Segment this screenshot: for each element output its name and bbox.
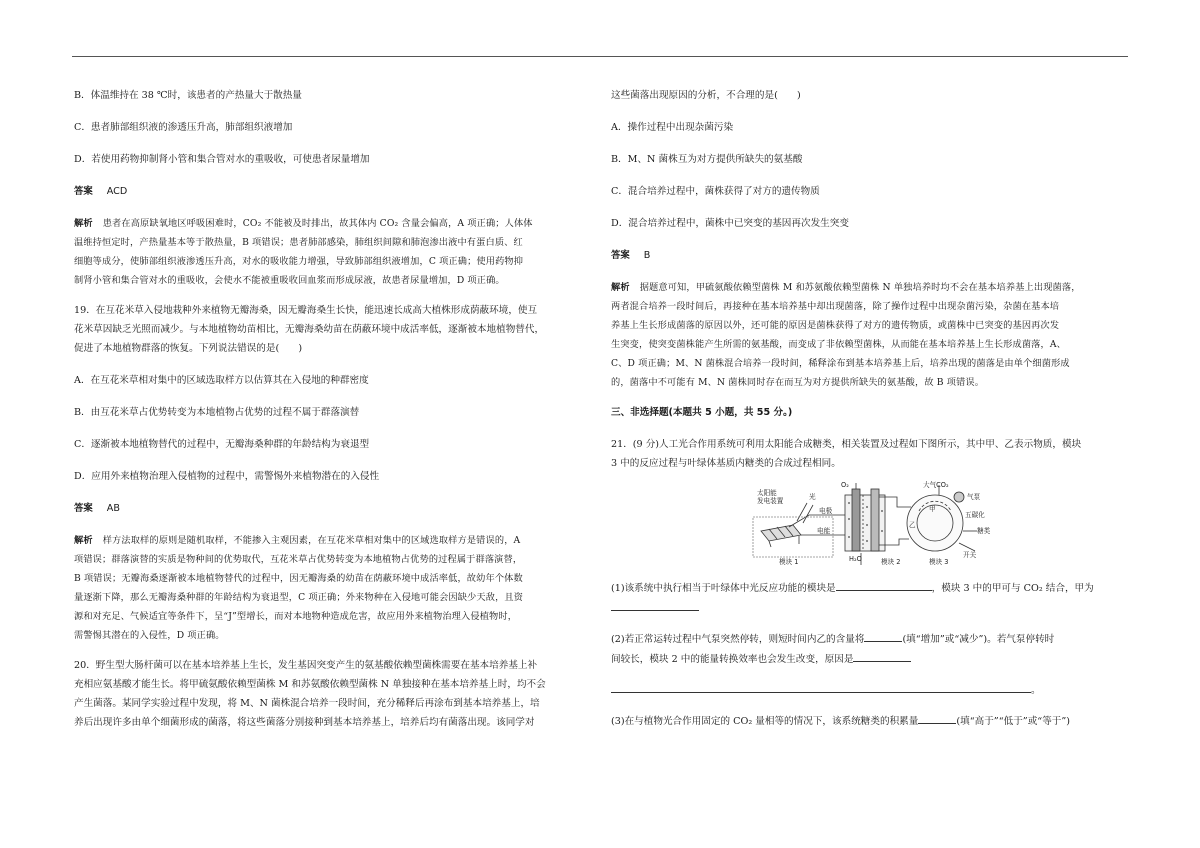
q19-option-c: C．逐渐被本地植物替代的过程中，无瓣海桑种群的年龄结构为衰退型	[74, 439, 370, 450]
q21-sub2-line3	[611, 680, 1133, 700]
label-solar-power: 太阳能	[757, 489, 777, 497]
left-column	[74, 86, 588, 732]
q20-option-d: D．混合培养过程中，菌株中已突变的基因再次发生突变	[611, 218, 849, 229]
expl-line: 源和对充足、气候适宜等条件下，呈“J”型增长，而对本地物种造成危害，故应用外来植物治理入侵植物时，	[74, 611, 518, 622]
answer-label: 答案	[74, 186, 93, 197]
q21-sub2-line2	[611, 649, 1133, 669]
label-o2: O₂	[841, 481, 849, 489]
q20-option-a: A．操作过程中出现杂菌污染	[611, 122, 734, 133]
label-h2o: H₂O	[849, 555, 862, 563]
answer-value: ACD	[106, 186, 128, 197]
q19-option-a: A．在互花米草相对集中的区域选取样方以估算其在入侵地的种群密度	[74, 375, 369, 386]
solar-panel-shape	[761, 525, 801, 541]
q21-sub1-line2	[611, 598, 1133, 618]
expl-line: 的，菌落中不可能有 M、N 菌株同时存在而互为对方提供所缺失的氨基酸，故 B 项错误。	[611, 377, 985, 388]
q19-option-b: B．由互花米草占优势转变为本地植物占优势的过程不属于群落演替	[74, 407, 360, 418]
expl-line: B 项错误；无瓣海桑逐渐被本地植物替代的过程中，因无瓣海桑的幼苗在荫蔽环境中成活率低，故幼年个体数	[74, 573, 523, 584]
explanation-label: 解析	[74, 535, 93, 546]
stem-line: 促进了本地植物群落的恢复。下列说法错误的是( )	[74, 343, 303, 354]
sub3-blank-1[interactable]	[918, 711, 956, 724]
sub2-text-a: (2)若正常运转过程中气泵突然停转，则短时间内乙的含量将	[611, 634, 865, 645]
stem-line: 花米草因缺乏光照而减少。与本地植物幼苗相比，无瓣海桑幼苗在荫蔽环境中成活率低，逐渐被本地植物替代，	[74, 324, 545, 335]
sub2-text-c: 间较长，模块 2 中的能量转换效率也会发生改变，原因是	[611, 654, 854, 665]
expl-line: 两者混合培养一段时间后，再接种在基本培养基中却出现菌落，除了操作过程中出现杂菌污染，杂菌在基本培	[611, 301, 1060, 312]
q19-explanation	[74, 531, 588, 645]
q20-explanation	[611, 278, 1133, 392]
section-heading: 三、非选择题(本题共 5 小题，共 55 分。)	[611, 407, 793, 418]
q21-sub2	[611, 629, 1133, 649]
label-atm-co2: 大气CO₂	[923, 481, 949, 489]
figure-drawing	[749, 481, 999, 567]
artificial-photosynthesis-figure	[749, 481, 999, 567]
sub2-text-b: (填“增加”或“减少”)。若气泵停转时	[902, 634, 1055, 645]
explanation-label: 解析	[74, 218, 93, 229]
q18-option-d: D．若使用药物抑制肾小管和集合管对水的重吸收，可使患者尿量增加	[74, 154, 370, 165]
sub2-blank-1[interactable]	[864, 629, 902, 642]
stem-line: 21．(9 分)人工光合作用系统可利用太阳能合成糖类，相关装置及过程如下图所示，其中甲、乙表示物质，模块	[611, 439, 1082, 450]
q20-stem-continued: 这些菌落出现原因的分析，不合理的是( )	[611, 90, 801, 101]
expl-line: 患者在高原缺氧地区呼吸困难时，CO₂ 不能被及时排出，故其体内 CO₂ 含量会偏高，A 项正确；人体体	[102, 218, 533, 229]
expl-line: 需警惕其潜在的入侵性，D 项正确。	[74, 630, 225, 641]
expl-line: 细胞等成分，使肺部组织液渗透压升高，对水的吸收能力增强，导致肺部组织液增加，C 项正确；使用药物抑	[74, 256, 524, 267]
expl-line: 养基上生长形成菌落的原因以外，还可能的原因是菌株获得了对方的遗传物质，或菌株中已突变的基因再次发	[611, 320, 1060, 331]
sub1-blank-2[interactable]	[611, 598, 699, 611]
label-jia: 甲	[929, 505, 936, 513]
expl-line: 样方法取样的原则是随机取样，不能掺入主观因素，在互花米草相对集中的区域选取样方是错误的，A	[102, 535, 521, 546]
sub1-text-b: ，模块 3 中的甲可与 CO₂ 结合，甲为	[931, 583, 1094, 594]
q20-option-b: B．M、N 菌株互为对方提供所缺失的氨基酸	[611, 154, 803, 165]
stem-line: 3 中的反应过程与叶绿体基质内糖类的合成过程相同。	[611, 458, 841, 469]
sub2-blank-2[interactable]	[853, 649, 911, 662]
stem-line: 产生菌落。某同学实验过程中发现，将 M、N 菌株混合培养一段时间，充分稀释后再涂布到基本培养基上，培	[74, 698, 540, 709]
q21-stem	[611, 435, 1133, 473]
expl-line: C、D 项正确；M、N 菌株混合培养一段时间，稀释涂布到基本培养基上后，培养出现的菌落是由单个细菌形成	[611, 358, 1070, 369]
expl-line: 制肾小管和集合管对水的重吸收，会使水不能被重吸收回血浆而形成尿液，故患者尿量增加，D 项正确。	[74, 275, 505, 286]
q18-option-b: B．体温维持在 38 ℃时，该患者的产热量大于散热量	[74, 90, 302, 101]
header-rule	[72, 56, 1128, 57]
stem-line: 充相应氨基酸才能生长。将甲硫氨酸依赖型菌株 M 和苏氨酸依赖型菌株 N 单独接种在基本培养基上时，均不会	[74, 679, 546, 690]
q19-answer	[74, 499, 588, 518]
label-solar-power-2: 发电装置	[757, 497, 784, 505]
label-yi: 乙	[909, 521, 916, 529]
label-gas-pump: 气泵	[967, 493, 981, 501]
q21-sub3	[611, 711, 1133, 731]
expl-line: 量逐渐下降，那么无瓣海桑种群的年龄结构为衰退型，C 项正确；外来物种在入侵地可能会因缺少天敌，且资	[74, 592, 524, 603]
q18-explanation	[74, 214, 588, 290]
expl-line: 项错误；群落演替的实质是物种间的优势取代，互花米草占优势转变为本地植物占优势的过程属于群落演替，	[74, 554, 523, 565]
sub1-blank-1[interactable]	[836, 578, 932, 591]
label-current: 电能	[817, 527, 831, 535]
expl-line: 温维持恒定时，产热量基本等于散热量，B 项错误；患者肺部感染，肺组织间隙和肺泡渗出液中有蛋白质、红	[74, 237, 523, 248]
answer-value: AB	[106, 503, 120, 514]
explanation-label: 解析	[611, 282, 630, 293]
q19-stem	[74, 301, 588, 358]
label-carbohydrate: 糖类	[977, 527, 991, 535]
right-column	[611, 86, 1133, 731]
sub3-text-b: (填“高于”“低于”或“等于”)	[956, 716, 1071, 727]
sub2-blank-3[interactable]	[611, 680, 1031, 693]
q20-answer	[611, 246, 1133, 265]
sub2-end: 。	[1031, 685, 1041, 696]
expl-line: 生突变，使突变菌株能产生所需的氨基酸，而变成了非依赖型菌株，从而能在基本培养基上生长形成菌落，A、	[611, 339, 1066, 350]
q20-stem	[74, 656, 588, 732]
expl-line: 据题意可知，甲硫氨酸依赖型菌株 M 和苏氨酸依赖型菌株 N 单独培养时均不会在基本培养基上出现菌落，	[639, 282, 1081, 293]
q18-answer	[74, 182, 588, 201]
label-five-c: 五碳化	[965, 511, 985, 519]
answer-label: 答案	[74, 503, 93, 514]
label-module-2: 模块 2	[881, 558, 901, 566]
answer-value: B	[643, 250, 651, 261]
q18-option-c: C．患者肺部组织液的渗透压升高，肺部组织液增加	[74, 122, 293, 133]
q20-option-c: C．混合培养过程中，菌株获得了对方的遗传物质	[611, 186, 820, 197]
stem-line: 20．野生型大肠杆菌可以在基本培养基上生长，发生基因突变产生的氨基酸依赖型菌株需要在基本培养基上补	[74, 660, 538, 671]
label-light: 光	[809, 493, 816, 501]
sub1-text-a: (1)该系统中执行相当于叶绿体中光反应功能的模块是	[611, 583, 836, 594]
sub3-text-a: (3)在与植物光合作用固定的 CO₂ 量相等的情况下，该系统糖类的积累量	[611, 716, 919, 727]
q21-sub1	[611, 578, 1133, 598]
label-switch: 开关	[963, 551, 977, 559]
answer-label: 答案	[611, 250, 630, 261]
label-module-3: 模块 3	[929, 558, 949, 566]
stem-line: 养后出现许多由单个细菌形成的菌落，将这些菌落分别接种到基本培养基上，培养后均有菌落出现。该同学对	[74, 717, 535, 728]
label-module-1: 模块 1	[779, 558, 799, 566]
stem-line: 19．在互花米草入侵地栽种外来植物无瓣海桑，因无瓣海桑生长快，能迅速长成高大植株形成荫蔽环境，使互	[74, 305, 538, 316]
label-electrode: 电极	[819, 507, 833, 515]
q19-option-d: D．应用外来植物治理入侵植物的过程中，需警惕外来植物潜在的入侵性	[74, 471, 380, 482]
